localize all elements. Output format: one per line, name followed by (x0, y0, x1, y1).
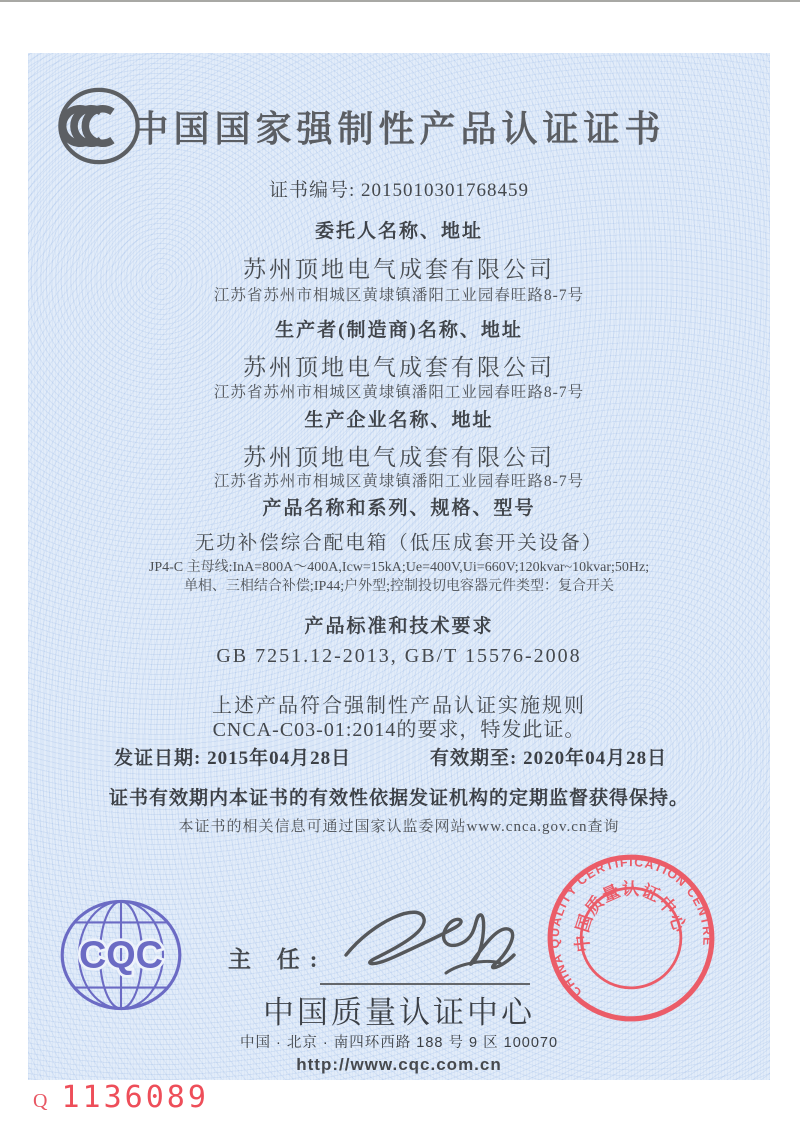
director-label: 主 任: (228, 947, 328, 972)
applicant-heading: 委托人名称、地址 (314, 221, 483, 242)
applicant-address: 江苏省苏州市相城区黄埭镇潘阳工业园春旺路8-7号 (213, 287, 585, 304)
cqc-logo-text: CQC (78, 934, 163, 977)
issuer-address: 中国 · 北京 · 南四环西路 188 号 9 区 100070 (239, 1035, 559, 1051)
factory-address: 江苏省苏州市相城区黄埭镇潘阳工业园春旺路8-7号 (213, 473, 585, 490)
product-spec-line1: JP4-C 主母线:InA=800A～400A,Icw=15kA;Ue=400V,Ui=660V;120kvar~10kvar;50Hz; (148, 560, 650, 575)
serial-prefix: Q (33, 1090, 48, 1112)
expiry-date-value: 2020年04月28日 (523, 748, 668, 769)
certificate-number-value: 2015010301768459 (361, 180, 530, 201)
expiry-date (430, 743, 667, 770)
signature-line (320, 983, 530, 985)
expiry-date-label: 有效期至: (430, 748, 518, 769)
svg-text:CHINA QUALITY CERTIFICATION CE (537, 844, 721, 1002)
serial-number-row (33, 1080, 209, 1115)
standard-value: GB 7251.12-2013, GB/T 15576-2008 (216, 645, 582, 667)
issue-date (114, 743, 351, 770)
certificate-number-line (28, 175, 770, 202)
statement-line1: 上述产品符合强制性产品认证实施规则 (212, 695, 586, 717)
serial-number: 1136089 (61, 1080, 209, 1115)
certificate-number-label: 证书编号: (268, 180, 356, 201)
standard-heading: 产品标准和技术要求 (304, 616, 494, 637)
director-signature (328, 893, 548, 988)
product-spec-line2: 单相、三相结合补偿;IP44;户外型;控制投切电容器元件类型：复合开关 (183, 579, 615, 594)
manufacturer-address: 江苏省苏州市相城区黄埭镇潘阳工业园春旺路8-7号 (213, 384, 585, 401)
issue-date-label: 发证日期: (114, 748, 202, 769)
cqc-red-stamp-icon (534, 841, 728, 1035)
statement-line2: CNCA-C03-01:2014的要求，特发此证。 (212, 719, 586, 741)
applicant-name: 苏州顶地电气成套有限公司 (243, 257, 555, 282)
factory-heading: 生产企业名称、地址 (304, 410, 494, 431)
issuer-name: 中国质量认证中心 (263, 995, 535, 1030)
query-note: 本证书的相关信息可通过国家认监委网站www.cnca.gov.cn查询 (178, 819, 620, 835)
manufacturer-name: 苏州顶地电气成套有限公司 (243, 355, 555, 380)
product-name: 无功补偿综合配电箱（低压成套开关设备） (194, 533, 604, 554)
dates-row (28, 743, 770, 769)
factory-name: 苏州顶地电气成套有限公司 (243, 445, 555, 470)
scan-edge-line (0, 0, 800, 2)
issuer-website: http://www.cqc.com.cn (296, 1055, 502, 1074)
issue-date-value: 2015年04月28日 (207, 748, 352, 769)
manufacturer-heading: 生产者(制造商)名称、地址 (275, 320, 523, 341)
validity-note: 证书有效期内本证书的有效性依据发证机构的定期监督获得保持。 (108, 788, 689, 809)
product-heading: 产品名称和系列、规格、型号 (262, 498, 536, 519)
certificate-title: 中国国家强制性产品认证证书 (132, 109, 666, 149)
stamp-outer-text: CHINA QUALITY CERTIFICATION CENTRE (547, 855, 715, 1000)
stamp-inner-text: 中国质量认证中心 (571, 878, 690, 954)
